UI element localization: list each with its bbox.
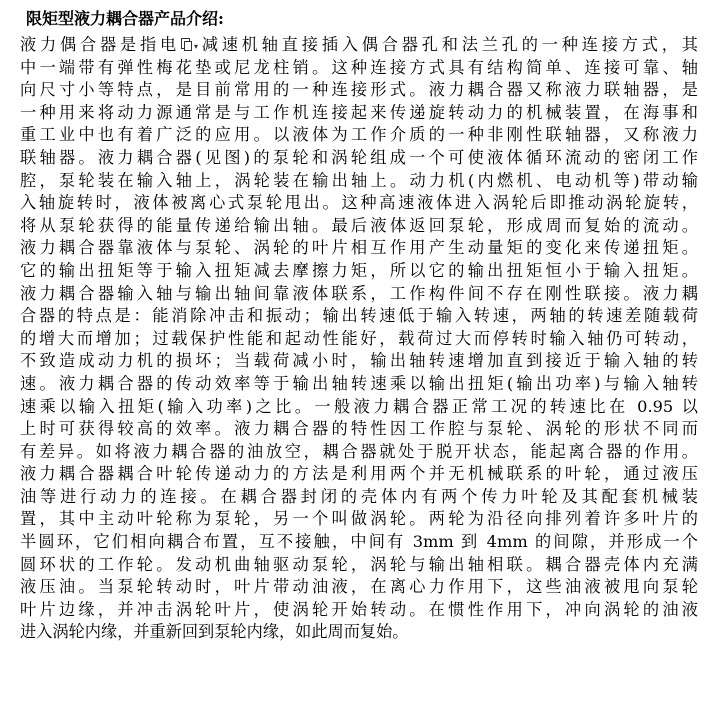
paragraph-line: 重工业中也有着广泛的应用。以液体为工作介质的一种非刚性联轴器，又称液力 bbox=[20, 125, 698, 145]
paragraph-line: 液压油。当泵轮转动时，叶片带动油液，在离心力作用下，这些油液被甩向泵轮 bbox=[20, 577, 698, 597]
paragraph-line: 液力耦合器输入轴与输出轴间靠液体联系，工作构件间不存在刚性联接。液力耦 bbox=[20, 283, 698, 303]
paragraph-line: 半圆环，它们相向耦合布置，互不接触，中间有 3mm 到 4mm 的间隙，并形成一个 bbox=[20, 532, 698, 552]
paragraph-line: 置，其中主动叶轮称为泵轮，另一个叫做涡轮。两轮为沿径向排列着许多叶片的 bbox=[20, 509, 698, 529]
paragraph-line: 合器的特点是：能消除冲击和振动；输出转速低于输入转速，两轴的转速差随载荷 bbox=[20, 306, 698, 326]
copy-icon[interactable]: ▾ bbox=[181, 38, 191, 51]
article-body bbox=[20, 34, 698, 644]
paragraph-line: 速。液力耦合器的传动效率等于输出轴转速乘以输出扭矩(输出功率)与输入轴转 bbox=[20, 373, 698, 393]
paragraph-line: 中一端带有弹性梅花垫或尼龙柱销。这种连接方式具有结构简单、连接可靠、轴 bbox=[20, 57, 698, 77]
paragraph-line: 的增大而增加；过载保护性能和起动性能好，载荷过大而停转时输入轴仍可转动， bbox=[20, 328, 698, 348]
paragraph-line: 向尺寸小等特点，是目前常用的一种连接形式。液力耦合器又称液力联轴器，是 bbox=[20, 80, 698, 100]
paragraph-line-text: 液力偶合器是指电 bbox=[20, 35, 180, 54]
paragraph-line: 速乘以输入扭矩(输入功率)之比。一般液力耦合器正常工况的转速比在 0.95 以 bbox=[20, 396, 698, 416]
paragraph-line: 油等进行动力的连接。在耦合器封闭的壳体内有两个传力叶轮及其配套机械装 bbox=[20, 486, 698, 506]
paragraph-line: 入轴旋转时，液体被离心式泵轮甩出。这种高速液体进入涡轮后即推动涡轮旋转， bbox=[20, 193, 698, 213]
paragraph-line: 腔，泵轮装在输入轴上，涡轮装在输出轴上。动力机(内燃机、电动机等)带动输 bbox=[20, 170, 698, 190]
paragraph-line: 一种用来将动力源通常是与工作机连接起来传递旋转动力的机械装置，在海事和 bbox=[20, 102, 698, 122]
paragraph-line: 上时可获得较高的效率。液力耦合器的特性因工作腔与泵轮、涡轮的形状不同而 bbox=[20, 419, 698, 439]
paragraph-line: 它的输出扭矩等于输入扭矩减去摩擦力矩，所以它的输出扭矩恒小于输入扭矩。 bbox=[20, 260, 698, 280]
paragraph-line bbox=[20, 34, 698, 57]
article-title: 限矩型液力耦合器产品介绍: bbox=[26, 9, 224, 28]
paragraph-line: 圆环状的工作轮。发动机曲轴驱动泵轮，涡轮与输出轴相联。耦合器壳体内充满 bbox=[20, 554, 698, 574]
paragraph-line: 有差异。如将液力耦合器的油放空，耦合器就处于脱开状态，能起离合器的作用。 bbox=[20, 441, 698, 461]
paragraph-line: 将从泵轮获得的能量传递给输出轴。最后液体返回泵轮，形成周而复始的流动。 bbox=[20, 215, 698, 235]
paragraph-line: 叶片边缘，并冲击涡轮叶片，使涡轮开始转动。在惯性作用下，冲向涡轮的油液 bbox=[20, 599, 698, 619]
paragraph-line: 联轴器。液力耦合器(见图)的泵轮和涡轮组成一个可使液体循环流动的密闭工作 bbox=[20, 147, 698, 167]
paragraph-line: 不致造成动力机的损坏；当载荷减小时，输出轴转速增加直到接近于输入轴的转 bbox=[20, 351, 698, 371]
paragraph-line-text: 减速机轴直接插入偶合器孔和法兰孔的一种连接方式，其 bbox=[198, 35, 698, 54]
paragraph-line: 液力耦合器耦合叶轮传递动力的方法是利用两个并无机械联系的叶轮，通过液压 bbox=[20, 464, 698, 484]
paragraph-line: 进入涡轮内缘，并重新回到泵轮内缘，如此周而复始。 bbox=[20, 622, 409, 642]
paragraph-line: 液力耦合器靠液体与泵轮、涡轮的叶片相互作用产生动量矩的变化来传递扭矩。 bbox=[20, 238, 698, 258]
article bbox=[20, 7, 698, 644]
